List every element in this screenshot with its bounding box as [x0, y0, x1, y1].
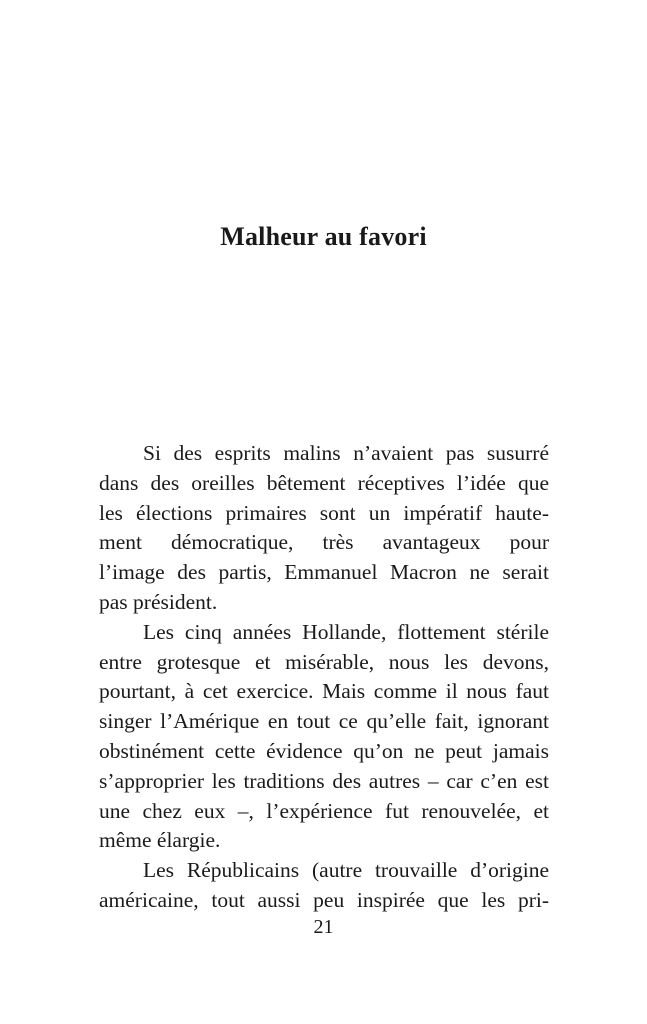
text-line: les élections primaires sont un impératif haute-	[99, 500, 549, 525]
page-number: 21	[313, 916, 334, 938]
text-line: singer l’Amérique en tout ce qu’elle fait, ignorant	[99, 709, 549, 734]
text-line: américaine, tout aussi peu inspirée que les pri-	[99, 887, 549, 912]
text-line: s’approprier les traditions des autres – car c’en est	[99, 768, 549, 793]
text-line: pourtant, à cet exercice. Mais comme il nous faut	[99, 679, 549, 704]
text-line: pas président.	[99, 589, 218, 614]
text-line: Si des esprits malins n’avaient pas susurré	[143, 441, 549, 465]
body-text	[99, 439, 549, 916]
text-line: Les cinq années Hollande, flottement stérile	[143, 619, 549, 644]
text-line: ment démocratique, très avantageux pour	[99, 530, 549, 555]
text-line: entre grotesque et misérable, nous les devons,	[99, 649, 549, 674]
text-line: dans des oreilles bêtement réceptives l’idée que	[99, 470, 549, 495]
text-line: même élargie.	[99, 828, 221, 853]
text-line: une chez eux –, l’expérience fut renouvelée, et	[99, 798, 549, 823]
text-line: l’image des partis, Emmanuel Macron ne serait	[99, 560, 549, 585]
chapter-title: Malheur au favori	[220, 222, 427, 251]
text-line: Les Républicains (autre trouvaille d’origine	[143, 858, 549, 883]
text-line: obstinément cette évidence qu’on ne peut jamais	[99, 738, 549, 763]
